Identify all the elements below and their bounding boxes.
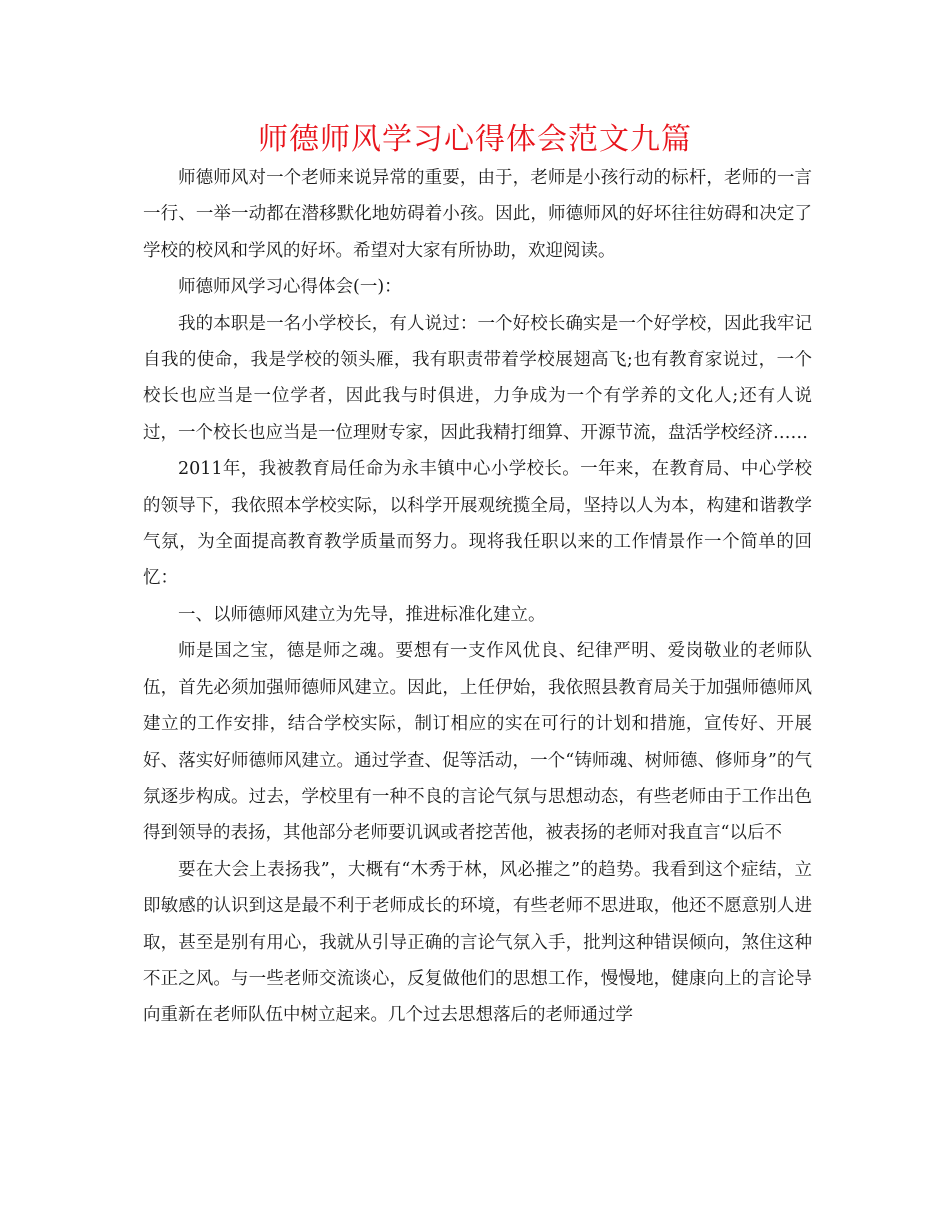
- body-paragraph: 要在大会上表扬我”，大概有“木秀于林，风必摧之”的趋势。我看到这个症结，立即敏感的认识到这是最不利于老师成长的环境，有些老师不思进取，他还不愿意别人进取，甚至是别有用心，我就从引导正确的言论气氛入手，批判这种错误倾向，煞住这种不正之风。与一些老师交流谈心，反复做他们的思想工作，慢慢地，健康向上的言论导向重新在老师队伍中树立起来。几个过去思想落后的老师通过学: [143, 859, 812, 1026]
- body-paragraph: 2011年，我被教育局任命为永丰镇中心小学校长。一年来，在教育局、中心学校的领导下，我依照本学校实际，以科学开展观统揽全局，坚持以人为本，构建和谐教学气氛，为全面提高教育教学质量而努力。现将我任职以来的工作情景作一个简单的回忆：: [143, 459, 812, 589]
- subsection-heading: 一、以师德师风建立为先导，推进标准化建立。: [178, 604, 546, 625]
- body-paragraph: 师是国之宝，德是师之魂。要想有一支作风优良、纪律严明、爱岗敬业的老师队伍，首先必须加强师德师风建立。因此，上任伊始，我依照县教育局关于加强师德师风建立的工作安排，结合学校实际，制订相应的实在可行的计划和措施，宣传好、开展好、落实好师德师风建立。通过学查、促等活动，一个“铸师魂、树师德、修师身”的气氛逐步构成。过去，学校里有一种不良的言论气氛与思想动态，有些老师由于工作出色得到领导的表扬，其他部分老师要讥讽或者挖苦他，被表扬的老师对我直言“以后不: [143, 641, 812, 844]
- intro-paragraph: 师德师风对一个老师来说异常的重要，由于，老师是小孩行动的标杆，老师的一言一行、一举一动都在潜移默化地妨碍着小孩。因此，师德师风的好坏往往妨碍和决定了学校的校风和学风的好坏。希望对大家有所协助，欢迎阅读。: [143, 168, 812, 261]
- section-heading: 师德师风学习心得体会(一)：: [178, 277, 402, 298]
- document-body: [143, 160, 812, 1034]
- document-title: 师德师风学习心得体会范文九篇: [258, 122, 692, 157]
- body-paragraph: 我的本职是一名小学校长，有人说过：一个好校长确实是一个好学校，因此我牢记自我的使命，我是学校的领头雁，我有职责带着学校展翅高飞;也有教育家说过，一个校长也应当是一位学者，因此我与时俱进，力争成为一个有学养的文化人;还有人说过，一个校长也应当是一位理财专家，因此我精打细算、开源节流，盘活学校经济……: [143, 313, 812, 443]
